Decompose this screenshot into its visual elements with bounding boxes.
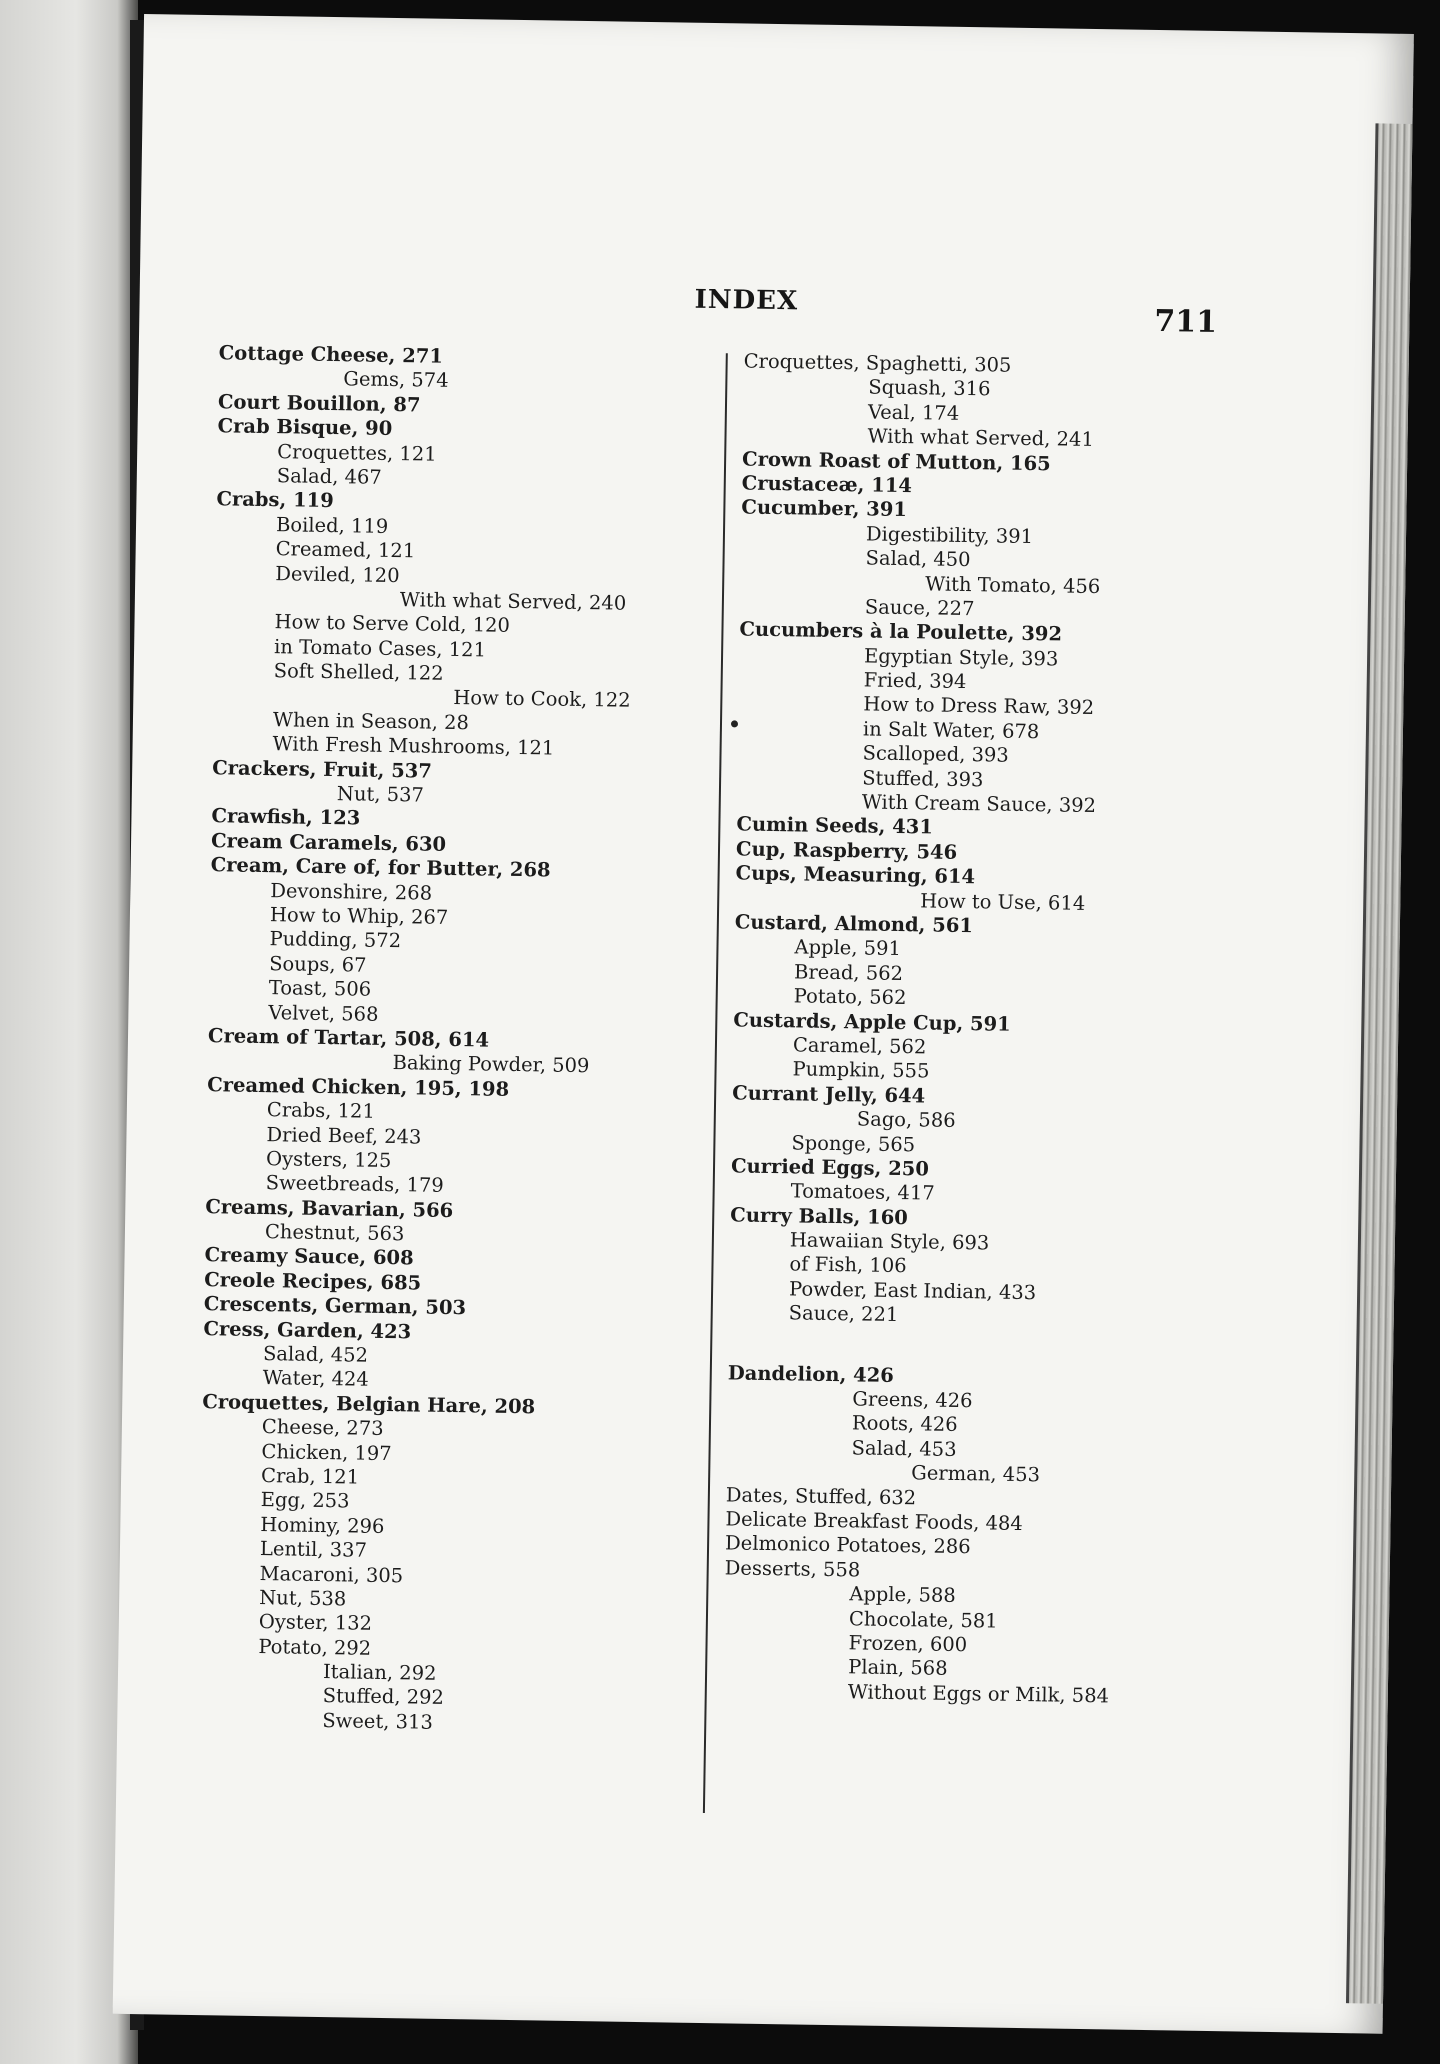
- index-entry: Chestnut, 563: [264, 1220, 405, 1246]
- index-entry: Salad, 452: [262, 1342, 369, 1367]
- index-entry: Soups, 67: [269, 951, 367, 977]
- index-entry: Salad, 467: [276, 464, 382, 489]
- index-entry: Italian, 292: [322, 1660, 437, 1685]
- index-entry: Crescents, German, 503: [203, 1292, 467, 1320]
- index-entry: Baking Powder, 509: [392, 1051, 590, 1078]
- index-entry: Sponge, 565: [791, 1130, 916, 1156]
- index-entry: Crab, 121: [260, 1464, 360, 1489]
- index-entry: Chocolate, 581: [848, 1606, 998, 1633]
- index-entry: Cream of Tartar, 508, 614: [207, 1024, 490, 1052]
- index-entry: Sweet, 313: [322, 1708, 434, 1734]
- index-entry: Custard, Almond, 561: [734, 910, 974, 938]
- index-column-left: [197, 341, 719, 1739]
- index-entry: Frozen, 600: [848, 1631, 968, 1657]
- page-number: 711: [1154, 303, 1218, 340]
- index-entry: Cumin Seeds, 431: [736, 812, 934, 839]
- index-entry: Croquettes, 121: [277, 439, 437, 466]
- index-entry: With what Served, 240: [399, 588, 627, 615]
- index-entry: in Tomato Cases, 121: [273, 634, 487, 662]
- index-entry: German, 453: [911, 1461, 1041, 1487]
- index-entry: Hominy, 296: [260, 1512, 385, 1538]
- index-entry: Egg, 253: [260, 1488, 350, 1513]
- index-entry: Stuffed, 292: [322, 1684, 445, 1710]
- index-entry: Sauce, 221: [788, 1301, 899, 1327]
- index-entry: How to Serve Cold, 120: [274, 610, 511, 638]
- index-entry: Creamed, 121: [275, 537, 416, 563]
- index-entry: Roots, 426: [851, 1411, 958, 1437]
- index-entry: Gems, 574: [343, 367, 449, 393]
- index-entry: Chicken, 197: [261, 1439, 392, 1465]
- index-entry: Greens, 426: [852, 1387, 973, 1413]
- index-entry: Nut, 538: [259, 1585, 347, 1611]
- page-stack-edge: [1346, 123, 1413, 2003]
- index-entry: Delmonico Potatoes, 286: [724, 1531, 971, 1559]
- index-entry: Salad, 450: [865, 546, 971, 572]
- index-entry: Crab Bisque, 90: [217, 414, 393, 441]
- index-entry: Veal, 174: [867, 400, 960, 425]
- index-entry: Cup, Raspberry, 546: [735, 837, 958, 864]
- index-entry: Creamy Sauce, 608: [204, 1243, 414, 1270]
- index-entry: Croquettes, Belgian Hare, 208: [202, 1389, 536, 1419]
- page-title: INDEX: [694, 284, 799, 317]
- index-entry: Sweetbreads, 179: [265, 1171, 444, 1198]
- index-entry: When in Season, 28: [272, 707, 470, 735]
- index-entry: Sago, 586: [856, 1107, 956, 1133]
- index-entry: of Fish, 106: [789, 1252, 907, 1278]
- index-entry: Custards, Apple Cup, 591: [733, 1007, 1011, 1036]
- index-entry: Without Eggs or Milk, 584: [847, 1679, 1110, 1708]
- index-entry: Curry Balls, 160: [730, 1203, 909, 1229]
- index-entry: With Cream Sauce, 392: [861, 790, 1097, 818]
- index-entry: Oysters, 125: [265, 1146, 392, 1172]
- index-entry: Digestibility, 391: [865, 522, 1034, 548]
- index-entry: Creams, Bavarian, 566: [205, 1194, 454, 1222]
- index-entry: How to Cook, 122: [453, 686, 631, 713]
- index-entry: Crown Roast of Mutton, 165: [741, 447, 1051, 475]
- index-entry: With what Served, 241: [867, 424, 1095, 452]
- index-entry: Dates, Stuffed, 632: [725, 1482, 917, 1509]
- index-entry: Pumpkin, 555: [792, 1057, 930, 1083]
- index-entry: Potato, 562: [793, 984, 907, 1010]
- index-entry: Tomatoes, 417: [790, 1179, 935, 1205]
- index-entry: Apple, 588: [849, 1582, 956, 1608]
- index-entry: Bread, 562: [793, 960, 904, 985]
- index-entry: Caramel, 562: [792, 1033, 927, 1059]
- index-entry: Lentil, 337: [259, 1537, 368, 1562]
- index-entry: Creamed Chicken, 195, 198: [207, 1072, 510, 1101]
- index-entry: Pudding, 572: [269, 927, 402, 953]
- index-entry: Currant Jelly, 644: [732, 1081, 926, 1108]
- speck-mark: [731, 720, 738, 727]
- index-entry: Macaroni, 305: [259, 1561, 404, 1587]
- index-entry: Court Bouillon, 87: [217, 390, 421, 417]
- index-entry: Dried Beef, 243: [266, 1122, 422, 1149]
- index-entry: Soft Shelled, 122: [273, 659, 444, 685]
- index-entry: Crabs, 121: [266, 1098, 376, 1123]
- index-entry: How to Dress Raw, 392: [863, 692, 1095, 720]
- index-entry: Deviled, 120: [275, 561, 400, 587]
- index-entry: Devonshire, 268: [270, 878, 433, 905]
- index-entry: Stuffed, 393: [861, 766, 984, 791]
- index-entry: Apple, 591: [794, 935, 902, 961]
- index-entry: Boiled, 119: [275, 512, 389, 538]
- index-entry: Cucumber, 391: [741, 495, 908, 522]
- index-entry: Velvet, 568: [268, 1000, 379, 1026]
- index-entry: Cups, Measuring, 614: [735, 861, 976, 889]
- index-entry: Cream Caramels, 630: [210, 828, 447, 856]
- index-entry: Oyster, 132: [258, 1610, 373, 1636]
- index-entry: Delicate Breakfast Foods, 484: [725, 1507, 1024, 1535]
- index-column-right: [723, 349, 1264, 1710]
- index-entry: Cress, Garden, 423: [203, 1316, 412, 1344]
- index-entry: Squash, 316: [868, 375, 991, 401]
- index-entry: Salad, 453: [851, 1436, 957, 1461]
- index-entry: in Salt Water, 678: [862, 717, 1040, 744]
- index-entry: Water, 424: [262, 1366, 369, 1392]
- index-entry: Potato, 292: [258, 1634, 372, 1660]
- index-entry: Sauce, 227: [864, 595, 975, 621]
- index-entry: With Fresh Mushrooms, 121: [272, 732, 555, 760]
- index-entry: Scalloped, 393: [862, 741, 1009, 767]
- index-entry: Powder, East Indian, 433: [788, 1277, 1037, 1305]
- index-entry: How to Use, 614: [920, 888, 1086, 915]
- index-entry: Cucumbers à la Poulette, 392: [739, 617, 1063, 646]
- index-entry: Hawaiian Style, 693: [789, 1228, 990, 1255]
- book-page: [113, 14, 1414, 2034]
- index-entry: Egyptian Style, 393: [863, 644, 1059, 671]
- index-entry: Toast, 506: [268, 976, 372, 1001]
- index-entry: Plain, 568: [848, 1655, 948, 1681]
- index-entry: Crawfish, 123: [211, 804, 361, 830]
- index-entry: Croquettes, Spaghetti, 305: [743, 349, 1012, 377]
- index-entry: Cottage Cheese, 271: [218, 341, 444, 368]
- index-entry: Crustaceæ, 114: [741, 471, 913, 498]
- index-entry: Cream, Care of, for Butter, 268: [210, 853, 551, 882]
- index-entry: Cheese, 273: [261, 1415, 384, 1441]
- index-entry: Nut, 537: [336, 782, 425, 807]
- index-entry: Curried Eggs, 250: [730, 1154, 930, 1181]
- index-entry: Fried, 394: [863, 668, 967, 694]
- index-entry: Desserts, 558: [724, 1556, 861, 1582]
- index-entry: Dandelion, 426: [727, 1360, 895, 1387]
- index-entry: Crackers, Fruit, 537: [212, 755, 433, 783]
- index-entry: With Tomato, 456: [925, 571, 1101, 598]
- index-entry: Creole Recipes, 685: [204, 1267, 422, 1295]
- index-entry: How to Whip, 267: [269, 903, 449, 929]
- index-entry: Crabs, 119: [216, 487, 334, 513]
